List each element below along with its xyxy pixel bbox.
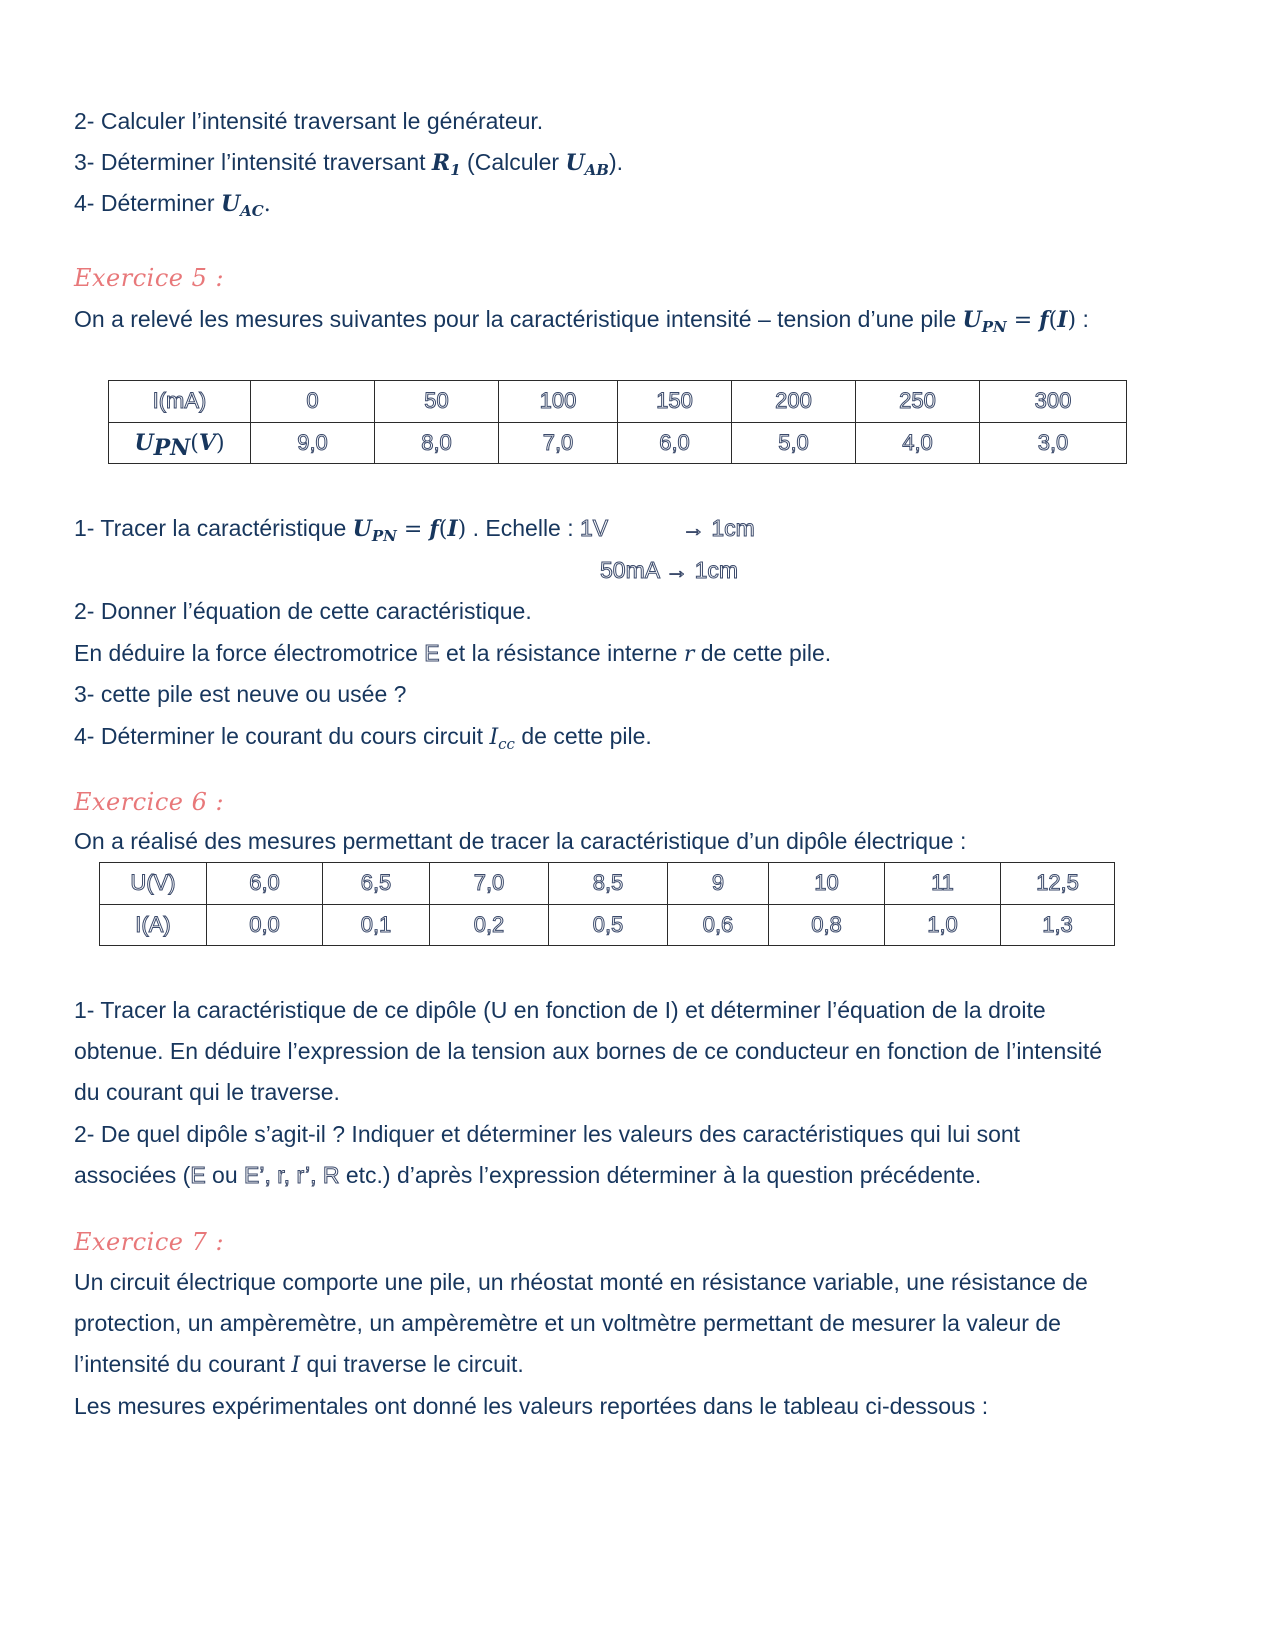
exercise-7-line1: Un circuit électrique comporte une pile, un rhéostat monté en résistance variable, une résistance de <box>74 1269 1088 1295</box>
table-cell: 250 <box>856 381 980 423</box>
table-cell: 6,0 <box>207 863 323 905</box>
exercise-6-q1-line3: du courant qui le traverse. <box>74 1079 340 1105</box>
exercise-6-title: Exercice 6 : <box>74 788 225 816</box>
table-cell: 6,5 <box>323 863 430 905</box>
table-cell: 5,0 <box>732 422 856 464</box>
table-cell: 100 <box>499 381 618 423</box>
exercise-5-q1: 1- Tracer la caractéristique $U_{PN} = f(I)$ . Echelle : 1V <box>74 515 609 545</box>
table-cell: 300 <box>980 381 1127 423</box>
table-cell: 9 <box>668 863 769 905</box>
table-cell: 7,0 <box>430 863 549 905</box>
exercise-5-intro: On a relevé les mesures suivantes pour la caractéristique intensité – tension d’une pile $U_{PN} = f(I)$ : <box>74 306 1089 336</box>
exercise-6-table <box>99 862 1115 946</box>
table-cell: 0,0 <box>207 904 323 946</box>
table-cell: I(A) <box>100 904 207 946</box>
exercise-6-q2-line2: associées (E ou E’, r, r’, R etc.) d’après l’expression déterminer à la question précédente. <box>74 1162 982 1188</box>
table-cell: 0,8 <box>769 904 885 946</box>
table-row <box>100 904 1115 946</box>
exercise-7-line4: Les mesures expérimentales ont donné les valeurs reportées dans le tableau ci-dessous : <box>74 1393 989 1419</box>
table-cell: 1,3 <box>1001 904 1115 946</box>
table-cell: 0,6 <box>668 904 769 946</box>
exercise-5-q2b: En déduire la force électromotrice E et la résistance interne r de cette pile. <box>74 640 832 667</box>
exercise-6-q2-line1: 2- De quel dipôle s’agit-il ? Indiquer et déterminer les valeurs des caractéristiques qui lui sont <box>74 1121 1021 1147</box>
table-cell: 3,0 <box>980 422 1127 464</box>
exercise-5-title: Exercice 5 : <box>74 264 225 292</box>
table-cell: 8,5 <box>549 863 668 905</box>
table-cell: I(mA) <box>109 381 251 423</box>
exercise-7-line2: protection, un ampèremètre, un ampèremètre et un voltmètre permettant de mesurer la valeur de <box>74 1310 1061 1336</box>
exercise-7-line3: l’intensité du courant I qui traverse le circuit. <box>74 1351 524 1378</box>
question-2: 2- Calculer l’intensité traversant le générateur. <box>74 108 544 134</box>
table-cell: 9,0 <box>251 422 375 464</box>
table-cell: 200 <box>732 381 856 423</box>
table-cell: 150 <box>618 381 732 423</box>
table-cell: 0,5 <box>549 904 668 946</box>
table-cell: 0,2 <box>430 904 549 946</box>
table-cell: 1,0 <box>885 904 1001 946</box>
table-cell: 0 <box>251 381 375 423</box>
scale-50ma: 50mA → 1cm <box>600 557 739 583</box>
exercise-7-title: Exercice 7 : <box>74 1228 225 1256</box>
table-cell: 11 <box>885 863 1001 905</box>
table-row <box>109 381 1127 423</box>
table-cell-upn: $U_{PN}(V)$ <box>109 422 251 464</box>
exercise-5-q3: 3- cette pile est neuve ou usée ? <box>74 681 407 707</box>
table-cell: U(V) <box>100 863 207 905</box>
scale-1v: 1V <box>580 515 609 541</box>
question-3: 3- Déterminer l’intensité traversant $R_1$ (Calculer $U_{AB}$). <box>74 149 624 179</box>
math-upn: $U_{PN}$ <box>962 307 1007 336</box>
exercise-5-table <box>108 380 1127 464</box>
table-cell: 4,0 <box>856 422 980 464</box>
table-cell: 6,0 <box>618 422 732 464</box>
math-uac: $U_{AC}$ <box>220 191 264 220</box>
table-row <box>109 422 1127 464</box>
exercise-5-q4: 4- Déterminer le courant du cours circuit $I_{cc}$ de cette pile. <box>74 723 652 753</box>
table-row <box>100 863 1115 905</box>
table-cell: 12,5 <box>1001 863 1115 905</box>
table-cell: 10 <box>769 863 885 905</box>
table-cell: 50 <box>375 381 499 423</box>
math-uab: $U_{AB}$ <box>565 150 609 179</box>
exercise-6-intro: On a réalisé des mesures permettant de tracer la caractéristique d’un dipôle électrique : <box>74 828 967 854</box>
table-cell: 0,1 <box>323 904 430 946</box>
exercise-6-q1-line1: 1- Tracer la caractéristique de ce dipôle (U en fonction de I) et déterminer l’équation de la droite <box>74 997 1046 1023</box>
scale-1cm: → 1cm <box>682 515 755 541</box>
exercise-5-q2: 2- Donner l’équation de cette caractéristique. <box>74 598 532 624</box>
table-cell: 8,0 <box>375 422 499 464</box>
exercise-6-q1-line2: obtenue. En déduire l’expression de la tension aux bornes de ce conducteur en fonction de l’intensité <box>74 1038 1103 1064</box>
table-cell: 7,0 <box>499 422 618 464</box>
math-r1: $R_1$ <box>431 150 461 179</box>
question-4: 4- Déterminer $U_{AC}$. <box>74 190 271 220</box>
